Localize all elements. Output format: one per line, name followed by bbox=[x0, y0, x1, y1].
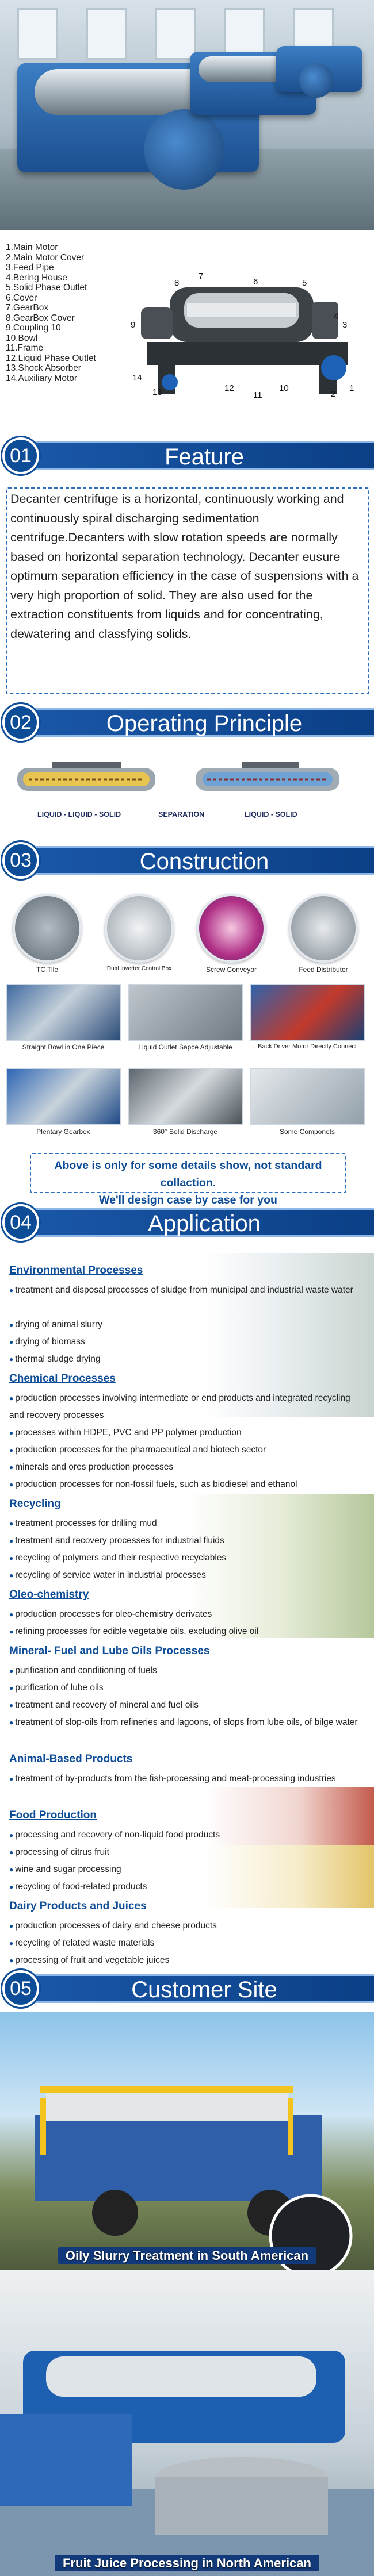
application-category: Mineral- Fuel and Lube Oils Processes bbox=[9, 1645, 210, 1657]
section-number: 05 bbox=[2, 1970, 39, 2007]
factory-window bbox=[17, 8, 58, 60]
section-title: Operating Principle bbox=[106, 711, 303, 736]
customer-header bbox=[0, 1968, 374, 2009]
part-item: 14.Auxiliary Motor bbox=[6, 373, 78, 383]
diagram-number: 12 bbox=[224, 383, 234, 393]
part-item: 4.Bering House bbox=[6, 272, 67, 283]
application-item: ● treatment and disposal processes of sludge from municipal and industrial waste water bbox=[9, 1282, 366, 1299]
part-item: 8.GearBox Cover bbox=[6, 313, 75, 323]
part-item: 1.Main Motor bbox=[6, 243, 58, 252]
section-title: Construction bbox=[139, 849, 269, 874]
diagram-number: 1 bbox=[349, 383, 354, 393]
application-item: ● purification and conditioning of fuels bbox=[9, 1662, 366, 1679]
square-caption: Straight Bowl in One Piece bbox=[22, 1043, 105, 1051]
part-item: 13.Shock Absorber bbox=[6, 363, 81, 373]
note-line-1: Above is only for some details show, not standard collaction. bbox=[54, 1159, 322, 1189]
section-number: 02 bbox=[2, 704, 39, 741]
application-item: ● processing of fruit and vegetable juices bbox=[9, 1952, 366, 1969]
application-item: ● minerals and ores production processes bbox=[9, 1459, 366, 1476]
part-item: 6.Cover bbox=[6, 293, 37, 303]
two-phase-diagram bbox=[196, 756, 339, 802]
square-caption: Liquid Outlet Sapce Adjustable bbox=[138, 1043, 232, 1051]
circle-caption: Screw Conveyor bbox=[205, 966, 257, 974]
section-number: 04 bbox=[2, 1204, 39, 1241]
application-item: ● production processes for oleo-chemistry derivates bbox=[9, 1606, 366, 1623]
diagram-number: 8 bbox=[174, 278, 180, 288]
square-caption: Back Driver Motor Directly Connect bbox=[258, 1043, 357, 1050]
application-item: ● production processes for the pharmaceutical and biotech sector bbox=[9, 1441, 366, 1459]
design-note bbox=[30, 1153, 346, 1206]
site-caption bbox=[0, 2244, 374, 2267]
application-item: ● processes within HDPE, PVC and PP polymer production bbox=[9, 1424, 366, 1441]
principle-label: LIQUID - SOLID bbox=[245, 810, 297, 818]
application-header bbox=[0, 1202, 374, 1243]
site-photo-north-america bbox=[0, 2270, 374, 2576]
parts-list bbox=[6, 243, 96, 383]
application-item: ● drying of animal slurry bbox=[9, 1316, 366, 1333]
application-item: ● treatment of by-products from the fish-processing and meat-processing industries bbox=[9, 1770, 366, 1787]
diagram-number: 2 bbox=[331, 389, 336, 399]
juice-plant-graphic bbox=[0, 2270, 374, 2576]
application-item: ● recycling of polymers and their respective recyclables bbox=[9, 1550, 366, 1567]
part-item: 3.Feed Pipe bbox=[6, 263, 54, 272]
decanter-diagram bbox=[129, 253, 360, 402]
section-title: Application bbox=[148, 1211, 261, 1236]
application-item: ● treatment and recovery processes for industrial fluids bbox=[9, 1532, 366, 1550]
gearbox-photo bbox=[6, 1068, 121, 1125]
three-phase-diagram bbox=[17, 756, 155, 802]
diagram-number: 9 bbox=[131, 320, 136, 330]
application-section bbox=[0, 1253, 374, 1977]
application-item: ● production processes of dairy and cheese products bbox=[9, 1917, 366, 1935]
diagram-number: 3 bbox=[342, 320, 348, 330]
application-item: ● production processes involving intermediate or end products and integrated recycling and recovery processes bbox=[9, 1390, 366, 1424]
section-number: 03 bbox=[2, 842, 39, 879]
principle-header bbox=[0, 702, 374, 743]
site-photo-south-america bbox=[0, 2012, 374, 2270]
site-caption bbox=[0, 2552, 374, 2575]
principle-label: SEPARATION bbox=[158, 810, 205, 818]
decanter-motor bbox=[299, 63, 334, 98]
diagram-number: 13 bbox=[152, 387, 162, 397]
diagram-number: 5 bbox=[302, 278, 307, 288]
part-item: 12.Liquid Phase Outlet bbox=[6, 353, 96, 363]
construction-header bbox=[0, 840, 374, 881]
site-caption-text: Fruit Juice Processing in North American bbox=[55, 2555, 319, 2571]
application-item: ● recycling of food-related products bbox=[9, 1878, 366, 1896]
principle-section bbox=[0, 747, 374, 833]
feed-distributor-photo bbox=[289, 894, 358, 963]
solid-discharge-photo bbox=[128, 1068, 243, 1125]
hero-factory-photo bbox=[0, 0, 374, 230]
feature-header bbox=[0, 436, 374, 476]
site-caption-text: Oily Slurry Treatment in South American bbox=[58, 2247, 316, 2264]
part-item: 5.Solid Phase Outlet bbox=[6, 283, 87, 293]
decanter-trailer-graphic bbox=[0, 2012, 374, 2270]
part-item: 2.Main Motor Cover bbox=[6, 252, 85, 263]
application-item: ● recycling of service water in industrial processes bbox=[9, 1567, 366, 1584]
application-category: Chemical Processes bbox=[9, 1372, 116, 1385]
application-item: ● thermal sludge drying bbox=[9, 1351, 366, 1368]
back-driver-motor-photo bbox=[250, 984, 365, 1041]
diagram-number: 6 bbox=[253, 277, 258, 287]
application-item: ● refining processes for edible vegetable oils, excluding olive oil bbox=[9, 1623, 366, 1640]
factory-window bbox=[86, 8, 127, 60]
diagram-number: 14 bbox=[132, 373, 142, 383]
diagram-number: 7 bbox=[199, 271, 204, 281]
circle-caption: TC Tile bbox=[36, 966, 58, 974]
circle-caption: Feed Distributor bbox=[299, 966, 348, 974]
circle-caption: Dual Inverter Control Box bbox=[106, 966, 172, 972]
application-category: Animal-Based Products bbox=[9, 1753, 133, 1765]
tc-tile-photo bbox=[13, 894, 82, 963]
section-title: Feature bbox=[165, 444, 244, 470]
application-item: ● drying of biomass bbox=[9, 1333, 366, 1351]
diagram-number: 10 bbox=[279, 383, 289, 393]
part-item: 9.Coupling 10 bbox=[6, 323, 61, 333]
application-category: Environmental Processes bbox=[9, 1264, 143, 1277]
section-number: 01 bbox=[2, 437, 39, 474]
feature-text: Decanter centrifuge is a horizontal, continuously working and continuously spiral discharging sedimentation centrifuge.Decanters with slow rotation speeds are normally based on horizontal separation technology. Decanter eusure optimum separation efficiency in the case of suspensions with a very high proportion of solid. They are also used for the extraction constituents from liquids and for concentrating, dewatering and classfying solids. bbox=[10, 492, 359, 641]
application-item: ● recycling of related waste materials bbox=[9, 1935, 366, 1952]
application-item: ● treatment and recovery of mineral and fuel oils bbox=[9, 1697, 366, 1714]
factory-window bbox=[155, 8, 196, 60]
application-category: Recycling bbox=[9, 1498, 61, 1510]
note-line-2: We'll design case by case for you bbox=[99, 1194, 277, 1206]
part-item: 10.Bowl bbox=[6, 333, 38, 343]
application-item: ● processing and recovery of non-liquid food products bbox=[9, 1827, 366, 1844]
square-caption: Some Componets bbox=[279, 1128, 335, 1136]
application-item: ● production processes for non-fossil fuels, such as biodiesel and ethanol bbox=[9, 1476, 366, 1493]
part-item: 7.GearBox bbox=[6, 303, 49, 313]
application-category: Oleo-chemistry bbox=[9, 1589, 89, 1601]
parts-section bbox=[0, 230, 374, 420]
square-caption: Plentary Gearbox bbox=[36, 1128, 90, 1136]
liquid-outlet-photo bbox=[128, 984, 243, 1041]
screw-conveyor-photo bbox=[197, 894, 266, 963]
section-title: Customer Site bbox=[131, 1977, 277, 2002]
application-item: ● treatment of slop-oils from refineries and lagoons, of slops from lube oils, of bilge water bbox=[9, 1714, 366, 1731]
application-item: ● purification of lube oils bbox=[9, 1679, 366, 1697]
decanter-motor bbox=[144, 109, 224, 190]
application-category: Dairy Products and Juices bbox=[9, 1900, 147, 1912]
components-photo bbox=[250, 1068, 365, 1125]
diagram-number: 4 bbox=[334, 312, 339, 321]
diagram-number: 11 bbox=[253, 390, 262, 400]
principle-label: LIQUID - LIQUID - SOLID bbox=[37, 810, 121, 818]
application-item: ● treatment processes for drilling mud bbox=[9, 1515, 366, 1532]
application-category: Food Production bbox=[9, 1809, 97, 1821]
application-item: ● wine and sugar processing bbox=[9, 1861, 366, 1878]
control-box-photo bbox=[105, 894, 174, 963]
square-caption: 360° Solid Discharge bbox=[152, 1128, 218, 1136]
application-item: ● processing of citrus fruit bbox=[9, 1844, 366, 1861]
bowl-photo bbox=[6, 984, 121, 1041]
part-item: 11.Frame bbox=[6, 343, 44, 353]
